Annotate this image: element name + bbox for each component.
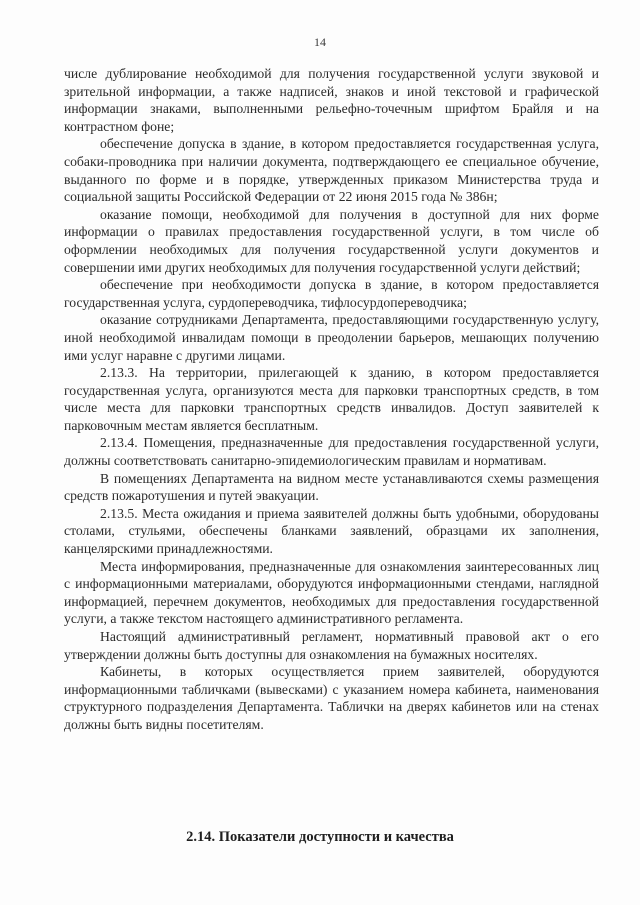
- paragraph-2-13-4: 2.13.4. Помещения, предназначенные для предоставления государственной услуги, должны соответствовать санитарно-эпидемиологическим правилам и нормативам.: [64, 435, 599, 469]
- paragraph-cabinet-signs: Кабинеты, в которых осуществляется прием заявителей, оборудуются информационными табличками (вывесками) с указанием номера кабинета, наименования структурного подразделения Департамента. Таблички на дверях кабинетов или на стенах должны быть видны посетителям.: [64, 664, 599, 732]
- paragraph-continuation: числе дублирование необходимой для получения государственной услуги звуковой и зрительной информации, а также надписей, знаков и иной текстовой и графической информации знаками, выполненными рельефно-точечным шрифтом Брайля и на контрастном фоне;: [64, 66, 599, 134]
- paragraph-regulation-availability: Настоящий административный регламент, нормативный правовой акт о его утверждении должны быть доступны для ознакомления на бумажных носителях.: [64, 629, 599, 662]
- paragraph-assistance: оказание помощи, необходимой для получения в доступной для них форме информации о правилах предоставления государственной услуги, в том числе об оформлении необходимых для получения государственной услуги документов и совершении ими других необходимых для получения государственной услуги действий;: [64, 206, 599, 275]
- paragraph-2-13-3: 2.13.3. На территории, прилегающей к зданию, в котором предоставляется государственная услуга, организуются места для парковки транспортных средств, в том числе места для парковки транспортных средств инвалидов. Доступ заявителей к парковочным местам является бесплатным.: [64, 365, 599, 433]
- body-text: [64, 65, 599, 734]
- paragraph-2-13-5: 2.13.5. Места ожидания и приема заявителей должны быть удобными, оборудованы столами, стульями, обеспечены бланками заявлений, образцами их заполнения, канцелярскими принадлежностями.: [64, 505, 599, 557]
- paragraph-info-places: Места информирования, предназначенные для ознакомления заинтересованных лиц с информационными материалами, оборудуются информационными стендами, наглядной информацией, перечнем документов, необходимых для предоставления государственной услуги, а также текстом настоящего административного регламента.: [64, 558, 599, 627]
- paragraph-evacuation-schemes: В помещениях Департамента на видном месте устанавливаются схемы размещения средств пожаротушения и путей эвакуации.: [64, 470, 599, 504]
- paragraph-interpreter-access: обеспечение при необходимости допуска в здание, в котором предоставляется государственная услуга, сурдопереводчика, тифлосурдопереводчика;: [64, 277, 599, 310]
- paragraph-guide-dog-access: обеспечение допуска в здание, в котором предоставляется государственная услуга, собаки-проводника при наличии документа, подтверждающего ее специальное обучение, выданного по форме и в порядке, утвержденных приказом Министерства труда и социальной защиты Российской Федерации от 22 июня 2015 года № 386н;: [64, 136, 599, 205]
- paragraph-staff-help: оказание сотрудниками Департамента, предоставляющими государственную услугу, иной необходимой инвалидам помощи в преодолении барьеров, мешающих получению ими услуг наравне с другими лицами.: [64, 312, 599, 363]
- page-number: 14: [314, 35, 326, 49]
- section-heading: 2.14. Показатели доступности и качества: [186, 829, 454, 845]
